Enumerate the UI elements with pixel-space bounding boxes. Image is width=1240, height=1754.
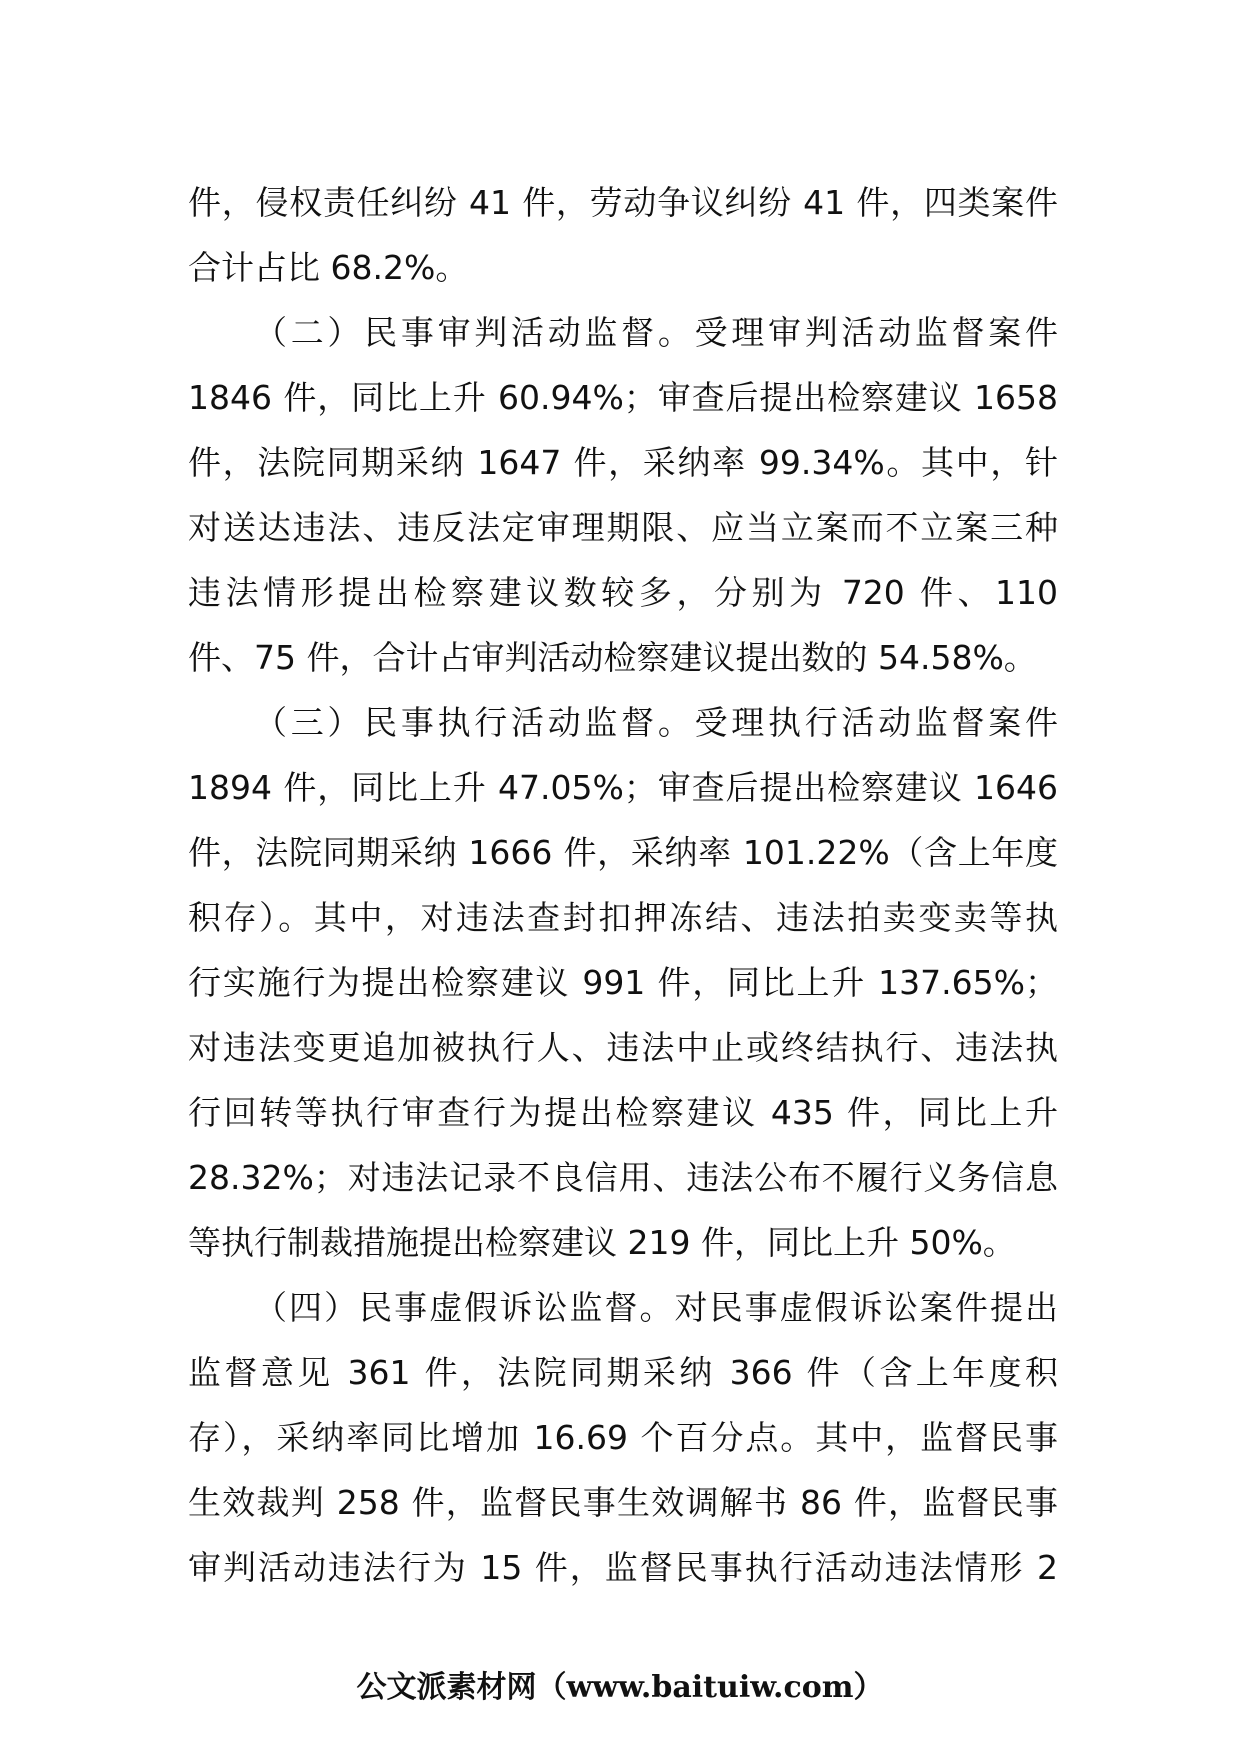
text-line: 生效裁判 258 件，监督民事生效调解书 86 件，监督民事 xyxy=(188,1483,1058,1522)
text-line: 行实施行为提出检察建议 991 件，同比上升 137.65%； xyxy=(188,963,1058,1002)
text-line: 1894 件，同比上升 47.05%；审查后提出检察建议 1646 xyxy=(188,768,1058,807)
text-line: 合计占比 68.2%。 xyxy=(188,248,469,287)
text-line: 积存）。其中，对违法查封扣押冻结、违法拍卖变卖等执 xyxy=(188,898,1058,937)
text-line: 对送达违法、违反法定审理期限、应当立案而不立案三种 xyxy=(188,508,1058,547)
text-line: 监督意见 361 件，法院同期采纳 366 件（含上年度积 xyxy=(188,1353,1058,1392)
text-line: 存），采纳率同比增加 16.69 个百分点。其中，监督民事 xyxy=(188,1418,1058,1457)
section-heading-line: （二）民事审判活动监督。受理审判活动监督案件 xyxy=(254,313,1058,352)
text-line: 审判活动违法行为 15 件，监督民事执行活动违法情形 2 xyxy=(188,1548,1058,1587)
text-line: 件，法院同期采纳 1647 件，采纳率 99.34%。其中，针 xyxy=(188,443,1058,482)
section-heading-line: （四）民事虚假诉讼监督。对民事虚假诉讼案件提出 xyxy=(254,1288,1058,1327)
text-line: 件、75 件，合计占审判活动检察建议提出数的 54.58%。 xyxy=(188,638,1037,677)
text-line: 28.32%；对违法记录不良信用、违法公布不履行义务信息 xyxy=(188,1158,1058,1197)
text-line: 违法情形提出检察建议数较多，分别为 720 件、110 xyxy=(188,573,1058,612)
page-footer-source: 公文派素材网（www.baituiw.com） xyxy=(356,1670,884,1705)
text-line: 行回转等执行审查行为提出检察建议 435 件，同比上升 xyxy=(188,1093,1058,1132)
text-line: 件，侵权责任纠纷 41 件，劳动争议纠纷 41 件，四类案件 xyxy=(188,183,1058,222)
text-line: 等执行制裁措施提出检察建议 219 件，同比上升 50%。 xyxy=(188,1223,1016,1262)
text-line: 件，法院同期采纳 1666 件，采纳率 101.22%（含上年度 xyxy=(188,833,1058,872)
document-body xyxy=(188,170,1058,1600)
text-line: 1846 件，同比上升 60.94%；审查后提出检察建议 1658 xyxy=(188,378,1058,417)
section-heading-line: （三）民事执行活动监督。受理执行活动监督案件 xyxy=(254,703,1058,742)
text-line: 对违法变更追加被执行人、违法中止或终结执行、违法执 xyxy=(188,1028,1058,1067)
